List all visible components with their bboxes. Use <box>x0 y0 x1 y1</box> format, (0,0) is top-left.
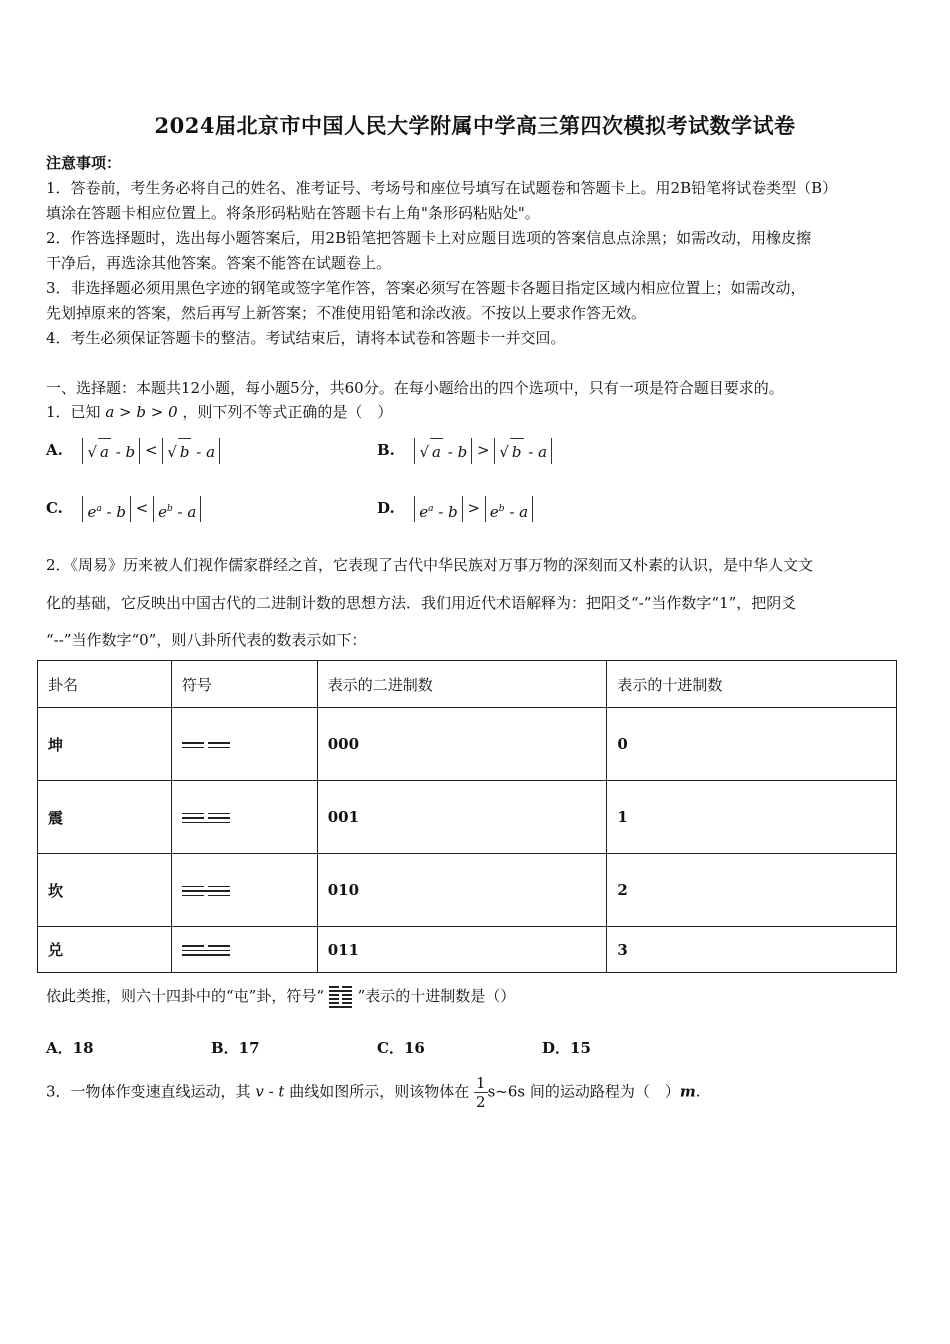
table-row <box>38 854 897 927</box>
notice-line: 干净后，再选涂其他答案。答案不能答在试题卷上。 <box>46 254 392 272</box>
trigram-name: 坎 <box>38 854 172 927</box>
comparison-operator: > <box>467 499 481 517</box>
comparison-operator: < <box>144 441 158 459</box>
trigram-name: 坤 <box>38 708 172 781</box>
option-label: D. <box>377 499 395 517</box>
q2-option-d[interactable]: D．15 <box>542 1039 591 1057</box>
question-2-line: 2．《周易》历来被人们视作儒家群经之首，它表现了古代中华民族对万事万物的深刻而又朴素的认识，是中华人文文 <box>46 556 814 574</box>
option-label: A. <box>46 441 63 459</box>
notice-line: 填涂在答题卡相应位置上。将条形码粘贴在答题卡右上角"条形码粘贴处"。 <box>46 204 540 222</box>
comparison-operator: > <box>476 441 490 459</box>
notice-line: 3．非选择题必须用黑色字迹的钢笔或签字笔作答，答案必须写在答题卡各题目指定区域内相应位置上；如需改动， <box>46 279 806 297</box>
q1-prefix: 1．已知 <box>46 403 101 421</box>
q1-option-a[interactable] <box>46 438 220 464</box>
binary-value: 011 <box>317 927 607 973</box>
section-heading: 一、选择题：本题共12小题，每小题5分，共60分。在每小题给出的四个选项中，只有一项是符合题目要求的。 <box>46 379 784 397</box>
decimal-value: 0 <box>607 708 897 781</box>
abs-expression: √ a - b <box>82 438 140 464</box>
notice-line: 2．作答选择题时，选出每小题答案后，用2B铅笔把答题卡上对应题目选项的答案信息点涂黑；如需改动，用橡皮擦 <box>46 229 812 247</box>
q2-option-b[interactable]: B．17 <box>211 1039 260 1057</box>
table-header: 符号 <box>171 661 317 708</box>
q1-option-c[interactable] <box>46 496 201 522</box>
fraction: $\frac{1}{2}$ <box>476 1074 486 1111</box>
trigram-table <box>37 660 897 973</box>
trigram-symbol <box>171 781 317 854</box>
binary-value: 000 <box>317 708 607 781</box>
trigram-symbol <box>171 927 317 973</box>
abs-expression: √ b - a <box>494 438 552 464</box>
q3-range: s~6s <box>487 1082 526 1101</box>
page-title: 2024届北京市中国人民大学附属中学高三第四次模拟考试数学试卷 <box>154 113 796 138</box>
table-header: 表示的二进制数 <box>317 661 607 708</box>
option-label: B. <box>377 441 395 459</box>
follow-prefix: 依此类推，则六十四卦中的“屯”卦，符号“ <box>46 987 325 1005</box>
table-header: 表示的十进制数 <box>607 661 897 708</box>
question-1-stem <box>46 401 392 422</box>
table-row <box>38 781 897 854</box>
q2-option-c[interactable]: C．16 <box>377 1039 425 1057</box>
question-2-line: 化的基础，它反映出中国古代的二进制计数的思想方法．我们用近代术语解释为：把阳爻“-”当作数字“1”，把阴爻 <box>46 594 797 612</box>
trigram-symbol <box>171 708 317 781</box>
notice-heading: 注意事项： <box>46 154 122 172</box>
binary-value: 001 <box>317 781 607 854</box>
comparison-operator: < <box>135 499 149 517</box>
zhen-trigram-icon <box>182 810 230 827</box>
q1-option-d[interactable] <box>377 496 533 522</box>
kan-trigram-icon <box>182 883 230 900</box>
q3-vt: v - t <box>255 1082 285 1101</box>
abs-expression: √ b - a <box>162 438 220 464</box>
decimal-value: 2 <box>607 854 897 927</box>
binary-value: 010 <box>317 854 607 927</box>
q1-suffix: ，则下列不等式正确的是（ ） <box>182 403 393 421</box>
abs-expression: $e^b$ - a <box>485 496 533 522</box>
abs-expression: $e^a$ - b <box>414 496 462 522</box>
abs-expression: $e^a$ - b <box>82 496 130 522</box>
q3-unit: m <box>679 1082 696 1101</box>
decimal-value: 3 <box>607 927 897 973</box>
table-row <box>38 927 897 973</box>
trigram-name: 震 <box>38 781 172 854</box>
notice-line: 4．考生必须保证答题卡的整洁。考试结束后，请将本试卷和答题卡一并交回。 <box>46 329 566 347</box>
trigram-symbol <box>171 854 317 927</box>
question-2-line: “--”当作数字“0”，则八卦所代表的数表示如下： <box>46 631 367 649</box>
q3-prefix: 3．一物体作变速直线运动，其 <box>46 1082 251 1101</box>
q3-mid: 曲线如图所示，则该物体在 <box>289 1082 470 1101</box>
q2-option-a[interactable]: A．18 <box>46 1039 94 1057</box>
question-3-stem <box>46 1074 701 1111</box>
abs-expression: √ a - b <box>414 438 472 464</box>
follow-suffix: ”表示的十进制数是（） <box>357 987 516 1005</box>
table-header-row <box>38 661 897 708</box>
table-row <box>38 708 897 781</box>
option-label: C. <box>46 499 63 517</box>
kun-trigram-icon <box>182 739 230 751</box>
q3-suffix: 间的运动路程为（ ） <box>529 1082 680 1101</box>
q3-end: . <box>695 1082 701 1101</box>
question-2-follow <box>46 984 515 1010</box>
q1-option-b[interactable] <box>377 438 552 464</box>
abs-expression: $e^b$ - a <box>153 496 201 522</box>
q1-condition: a > b > 0 <box>105 403 178 421</box>
zhun-hexagram-icon <box>329 984 353 1010</box>
decimal-value: 1 <box>607 781 897 854</box>
dui-trigram-icon <box>182 942 230 959</box>
trigram-name: 兑 <box>38 927 172 973</box>
notice-line: 先划掉原来的答案，然后再写上新答案；不准使用铅笔和涂改液。不按以上要求作答无效。 <box>46 304 647 322</box>
table-header: 卦名 <box>38 661 172 708</box>
notice-line: 1．答卷前，考生务必将自己的姓名、准考证号、考场号和座位号填写在试题卷和答题卡上。用2B铅笔将试卷类型（B） <box>46 179 838 197</box>
